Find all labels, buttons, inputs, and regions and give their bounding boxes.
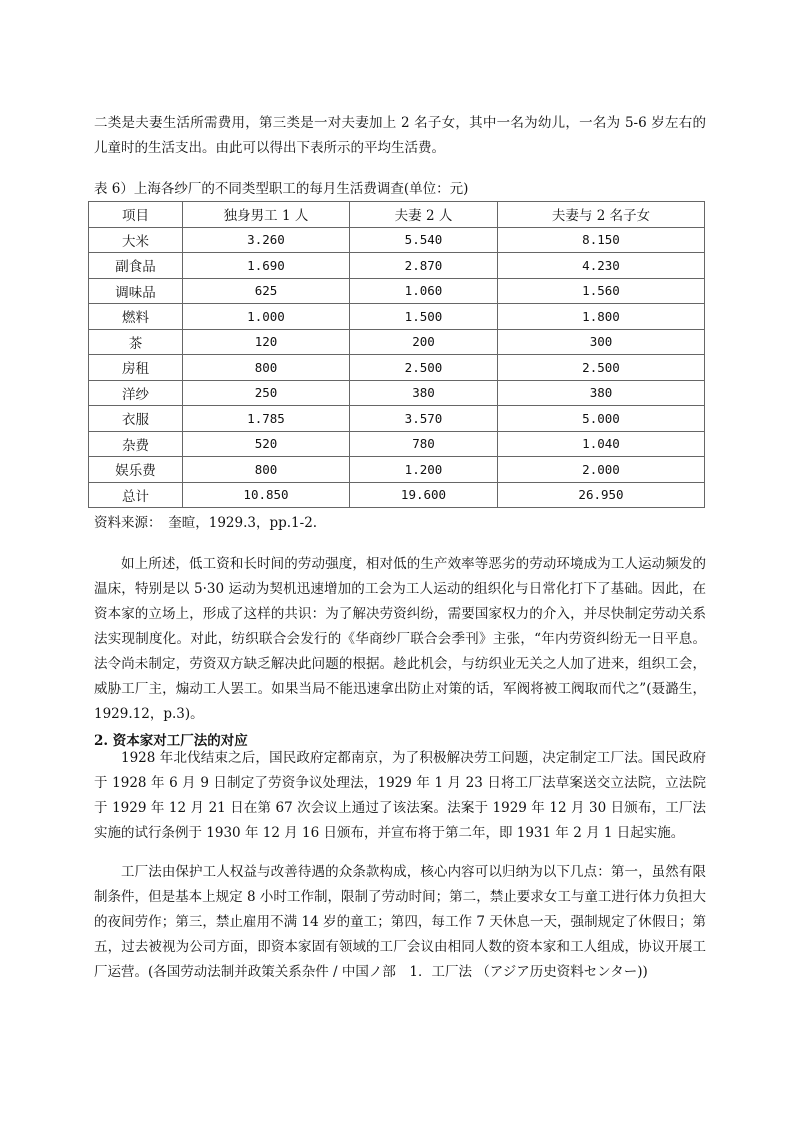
table-cell: 250 (183, 380, 350, 406)
body-paragraph-2 (94, 746, 706, 846)
table-cell: 1.690 (183, 253, 350, 279)
table-cell: 1.200 (350, 457, 498, 483)
table-cell: 2.000 (498, 457, 705, 483)
table-cell: 3.260 (183, 227, 350, 253)
row-label: 副食品 (89, 253, 183, 279)
table-cell: 380 (498, 380, 705, 406)
table-cell: 1.040 (498, 431, 705, 457)
table-cell: 10.850 (183, 482, 350, 508)
intro-text: 二类是夫妻生活所需费用，第三类是一对夫妻加上 2 名子女，其中一名为幼儿，一名为 5-6 岁左右的儿童时的生活支出。由此可以得出下表所示的平均生活费。 (94, 115, 706, 156)
table-cell: 26.950 (498, 482, 705, 508)
table-row (89, 431, 705, 457)
table-cell: 2.500 (498, 355, 705, 381)
table-cell: 3.570 (350, 406, 498, 432)
table-cell: 4.230 (498, 253, 705, 279)
table-cell: 5.540 (350, 227, 498, 253)
table-row (89, 278, 705, 304)
column-header: 项目 (89, 202, 183, 228)
table-caption: 表 6）上海各纱厂的不同类型职工的每月生活费调查(单位：元) (94, 181, 469, 197)
table-cell: 19.600 (350, 482, 498, 508)
row-label: 杂费 (89, 431, 183, 457)
table-row-total (89, 482, 705, 508)
table-source-note: 资料来源： 奎暄，1929.3，pp.1-2. (94, 515, 318, 531)
table-row (89, 329, 705, 355)
column-header: 夫妻与 2 名子女 (498, 202, 705, 228)
table-cell: 520 (183, 431, 350, 457)
table-cell: 800 (183, 457, 350, 483)
row-label: 衣服 (89, 406, 183, 432)
table-cell: 300 (498, 329, 705, 355)
table-row (89, 406, 705, 432)
table-cell: 800 (183, 355, 350, 381)
column-header: 独身男工 1 人 (183, 202, 350, 228)
body-paragraph-3 (94, 860, 706, 985)
table-row (89, 355, 705, 381)
table-row (89, 227, 705, 253)
row-label: 大米 (89, 227, 183, 253)
paragraph-text: 如上所述，低工资和长时间的劳动强度，相对低的生产效率等恶劣的劳动环境成为工人运动频发的温床，特别是以 5·30 运动为契机迅速增加的工会为工人运动的组织化与日常化打下了基础。因此，在资本家的立场上，形成了这样的共识：为了解决劳资纠纷，需要国家权力的介入，并尽快制定劳动关系法实现制度化。对此，纺织联合会发行的《华商纱厂联合会季刊》主张，“年内劳资纠纷无一日平息。法令尚未制定，劳资双方缺乏解决此问题的根据。趁此机会，与纺织业无关之人加了进来，组织工会，威胁工厂主，煽动工人罢工。如果当局不能迅速拿出防止对策的话，军阀将被工阀取而代之”(聂潞生，1929.12，p.3)。 (94, 556, 706, 722)
row-label: 燃料 (89, 304, 183, 330)
table-cell: 200 (350, 329, 498, 355)
table-cell: 8.150 (498, 227, 705, 253)
table-cell: 2.870 (350, 253, 498, 279)
paragraph-text: 1928 年北伐结束之后，国民政府定都南京，为了积极解决劳工问题，决定制定工厂法。国民政府于 1928 年 6 月 9 日制定了劳资争议处理法，1929 年 1 月 23 日将工厂法草案送交立法院，立法院于 1929 年 12 月 21 日在第 67 次会议上通过了该法案。法案于 1929 年 12 月 30 日颁布，工厂法实施的试行条例于 1930 年 12 月 16 日颁布，并宣布将于第二年，即 1931 年 2 月 1 日起实施。 (94, 750, 706, 841)
table-row (89, 380, 705, 406)
intro-paragraph (94, 111, 706, 161)
table-row (89, 304, 705, 330)
table-cell: 1.800 (498, 304, 705, 330)
column-header: 夫妻 2 人 (350, 202, 498, 228)
table-cell: 1.000 (183, 304, 350, 330)
row-label: 调味品 (89, 278, 183, 304)
table-cell: 1.560 (498, 278, 705, 304)
row-label: 洋纱 (89, 380, 183, 406)
section-heading: 2. 资本家对工厂法的对应 (94, 733, 248, 749)
table-cell: 120 (183, 329, 350, 355)
table-cell: 380 (350, 380, 498, 406)
table-cell: 625 (183, 278, 350, 304)
row-label: 茶 (89, 329, 183, 355)
table-cell: 1.500 (350, 304, 498, 330)
row-label: 娱乐费 (89, 457, 183, 483)
table-header-row (89, 202, 705, 228)
table-cell: 5.000 (498, 406, 705, 432)
table-cell: 780 (350, 431, 498, 457)
living-cost-table (88, 201, 705, 508)
table-cell: 1.785 (183, 406, 350, 432)
table-row (89, 457, 705, 483)
table-cell: 1.060 (350, 278, 498, 304)
table-row (89, 253, 705, 279)
row-label: 总计 (89, 482, 183, 508)
paragraph-text: 工厂法由保护工人权益与改善待遇的众条款构成，核心内容可以归纳为以下几点：第一，虽然有限制条件，但是基本上规定 8 小时工作制，限制了劳动时间；第二，禁止要求女工与童工进行体力负担大的夜间劳作；第三，禁止雇用不满 14 岁的童工；第四，每工作 7 天休息一天，强制规定了休假日；第五，过去被视为公司方面，即资本家固有领域的工厂会议由相同人数的资本家和工人组成，协议开展工厂运营。(各国劳动法制并政策关系杂件 / 中国ノ部 1．工厂法 （アジア历史资料センター)) (94, 864, 706, 980)
body-paragraph-1 (94, 552, 706, 727)
table-cell: 2.500 (350, 355, 498, 381)
row-label: 房租 (89, 355, 183, 381)
